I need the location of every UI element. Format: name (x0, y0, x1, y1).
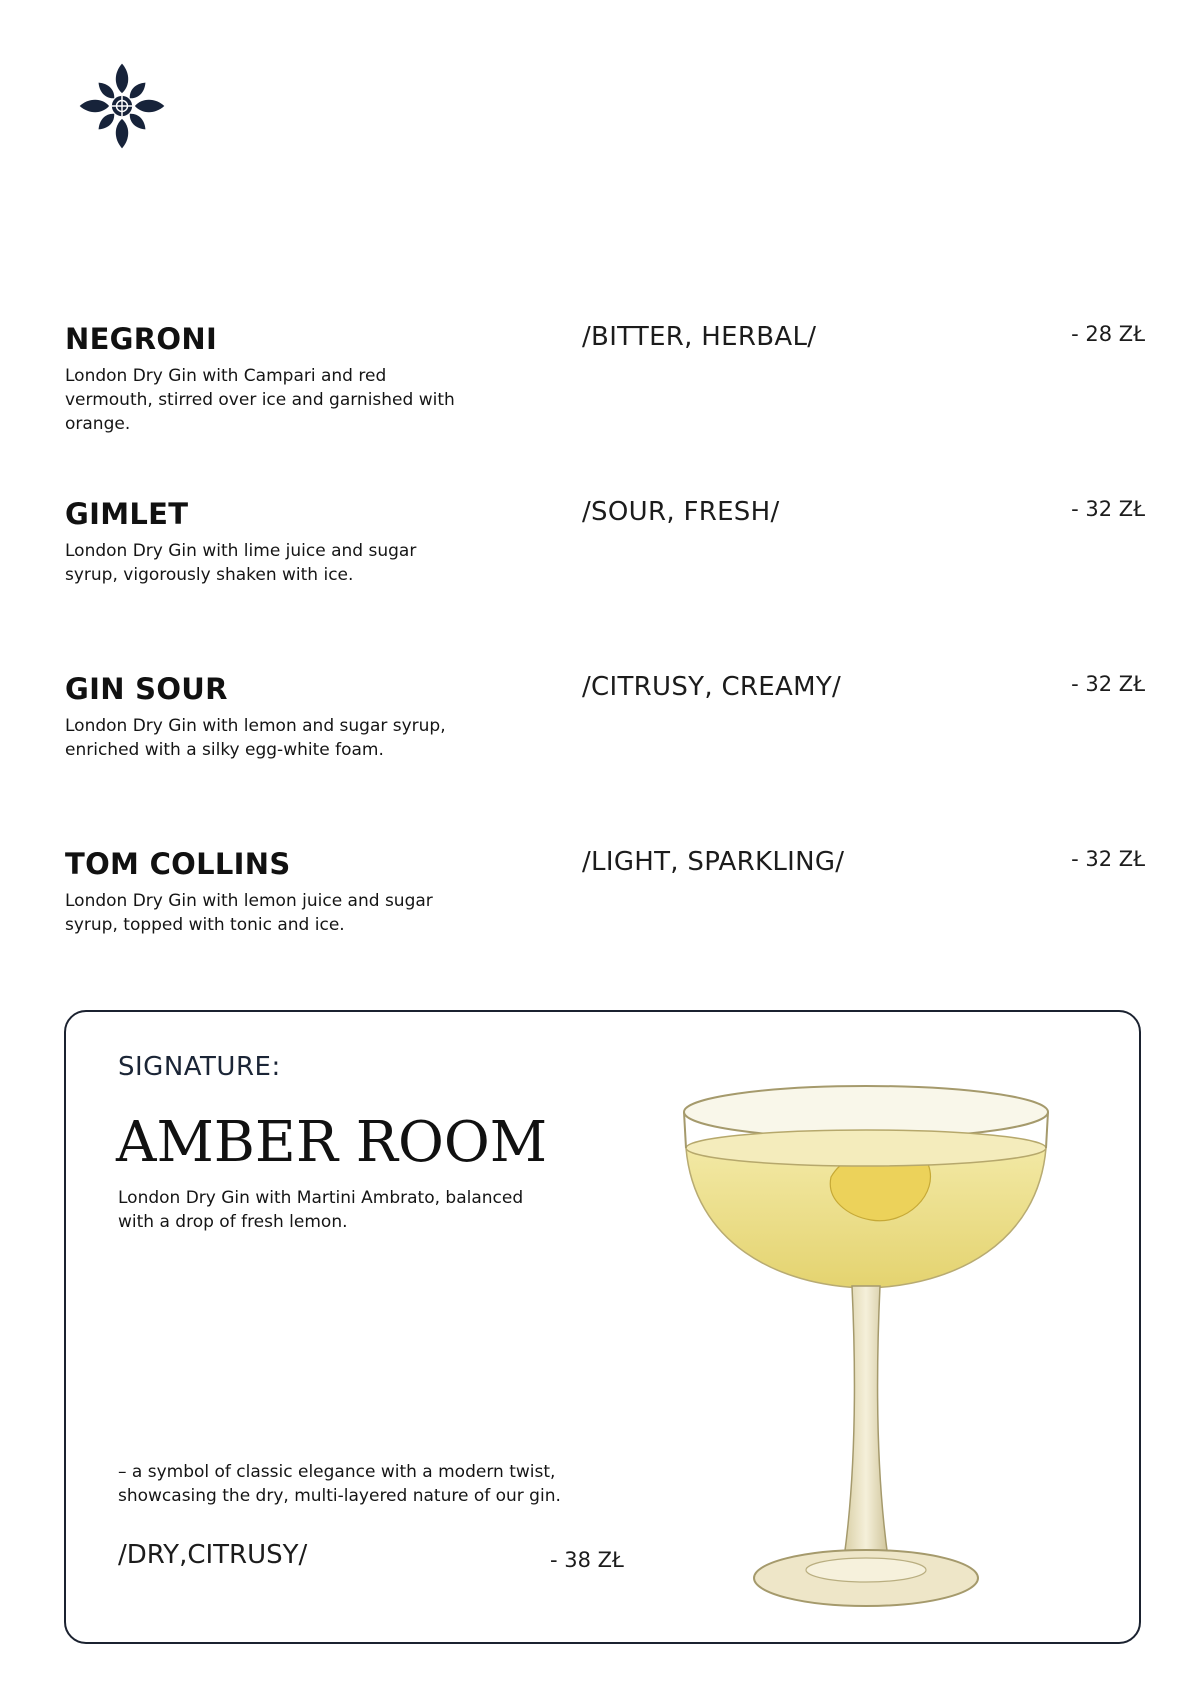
menu-item-gimlet (65, 497, 1145, 657)
signature-card (64, 1010, 1141, 1644)
item-flavor: /CITRUSY, CREAMY/ (582, 672, 842, 702)
item-description: London Dry Gin with lime juice and sugar syrup, vigorously shaken with ice. (65, 541, 417, 585)
item-description: London Dry Gin with lemon juice and sugar syrup, topped with tonic and ice. (65, 891, 433, 935)
item-flavor: /SOUR, FRESH/ (582, 497, 780, 527)
signature-description: London Dry Gin with Martini Ambrato, balanced with a drop of fresh lemon. (118, 1188, 524, 1232)
signature-drink-name: AMBER ROOM (116, 1110, 548, 1175)
item-description: London Dry Gin with lemon and sugar syrup, enriched with a silky egg-white foam. (65, 716, 446, 760)
item-price: - 28 ZŁ (1071, 322, 1145, 346)
signature-note: – a symbol of classic elegance with a modern twist, showcasing the dry, multi-layered nature of our gin. (118, 1462, 561, 1506)
ornament-flower-logo-icon (76, 60, 168, 152)
item-name: TOM COLLINS (65, 847, 291, 881)
menu-item-tom-collins (65, 847, 1145, 1007)
item-name: GIMLET (65, 497, 189, 531)
menu-item-gin-sour (65, 672, 1145, 832)
item-flavor: /BITTER, HERBAL/ (582, 322, 817, 352)
item-name: NEGRONI (65, 322, 218, 356)
item-price: - 32 ZŁ (1071, 672, 1145, 696)
item-flavor: /LIGHT, SPARKLING/ (582, 847, 845, 877)
signature-label: SIGNATURE: (118, 1052, 281, 1082)
item-name: GIN SOUR (65, 672, 228, 706)
item-price: - 32 ZŁ (1071, 847, 1145, 871)
item-description: London Dry Gin with Campari and red vermouth, stirred over ice and garnished with orange. (65, 366, 455, 434)
menu-item-negroni (65, 322, 1145, 482)
coupe-cocktail-glass-icon (666, 1072, 1066, 1632)
signature-price: - 38 ZŁ (550, 1548, 624, 1572)
item-price: - 32 ZŁ (1071, 497, 1145, 521)
signature-flavor: /DRY,CITRUSY/ (118, 1540, 308, 1570)
